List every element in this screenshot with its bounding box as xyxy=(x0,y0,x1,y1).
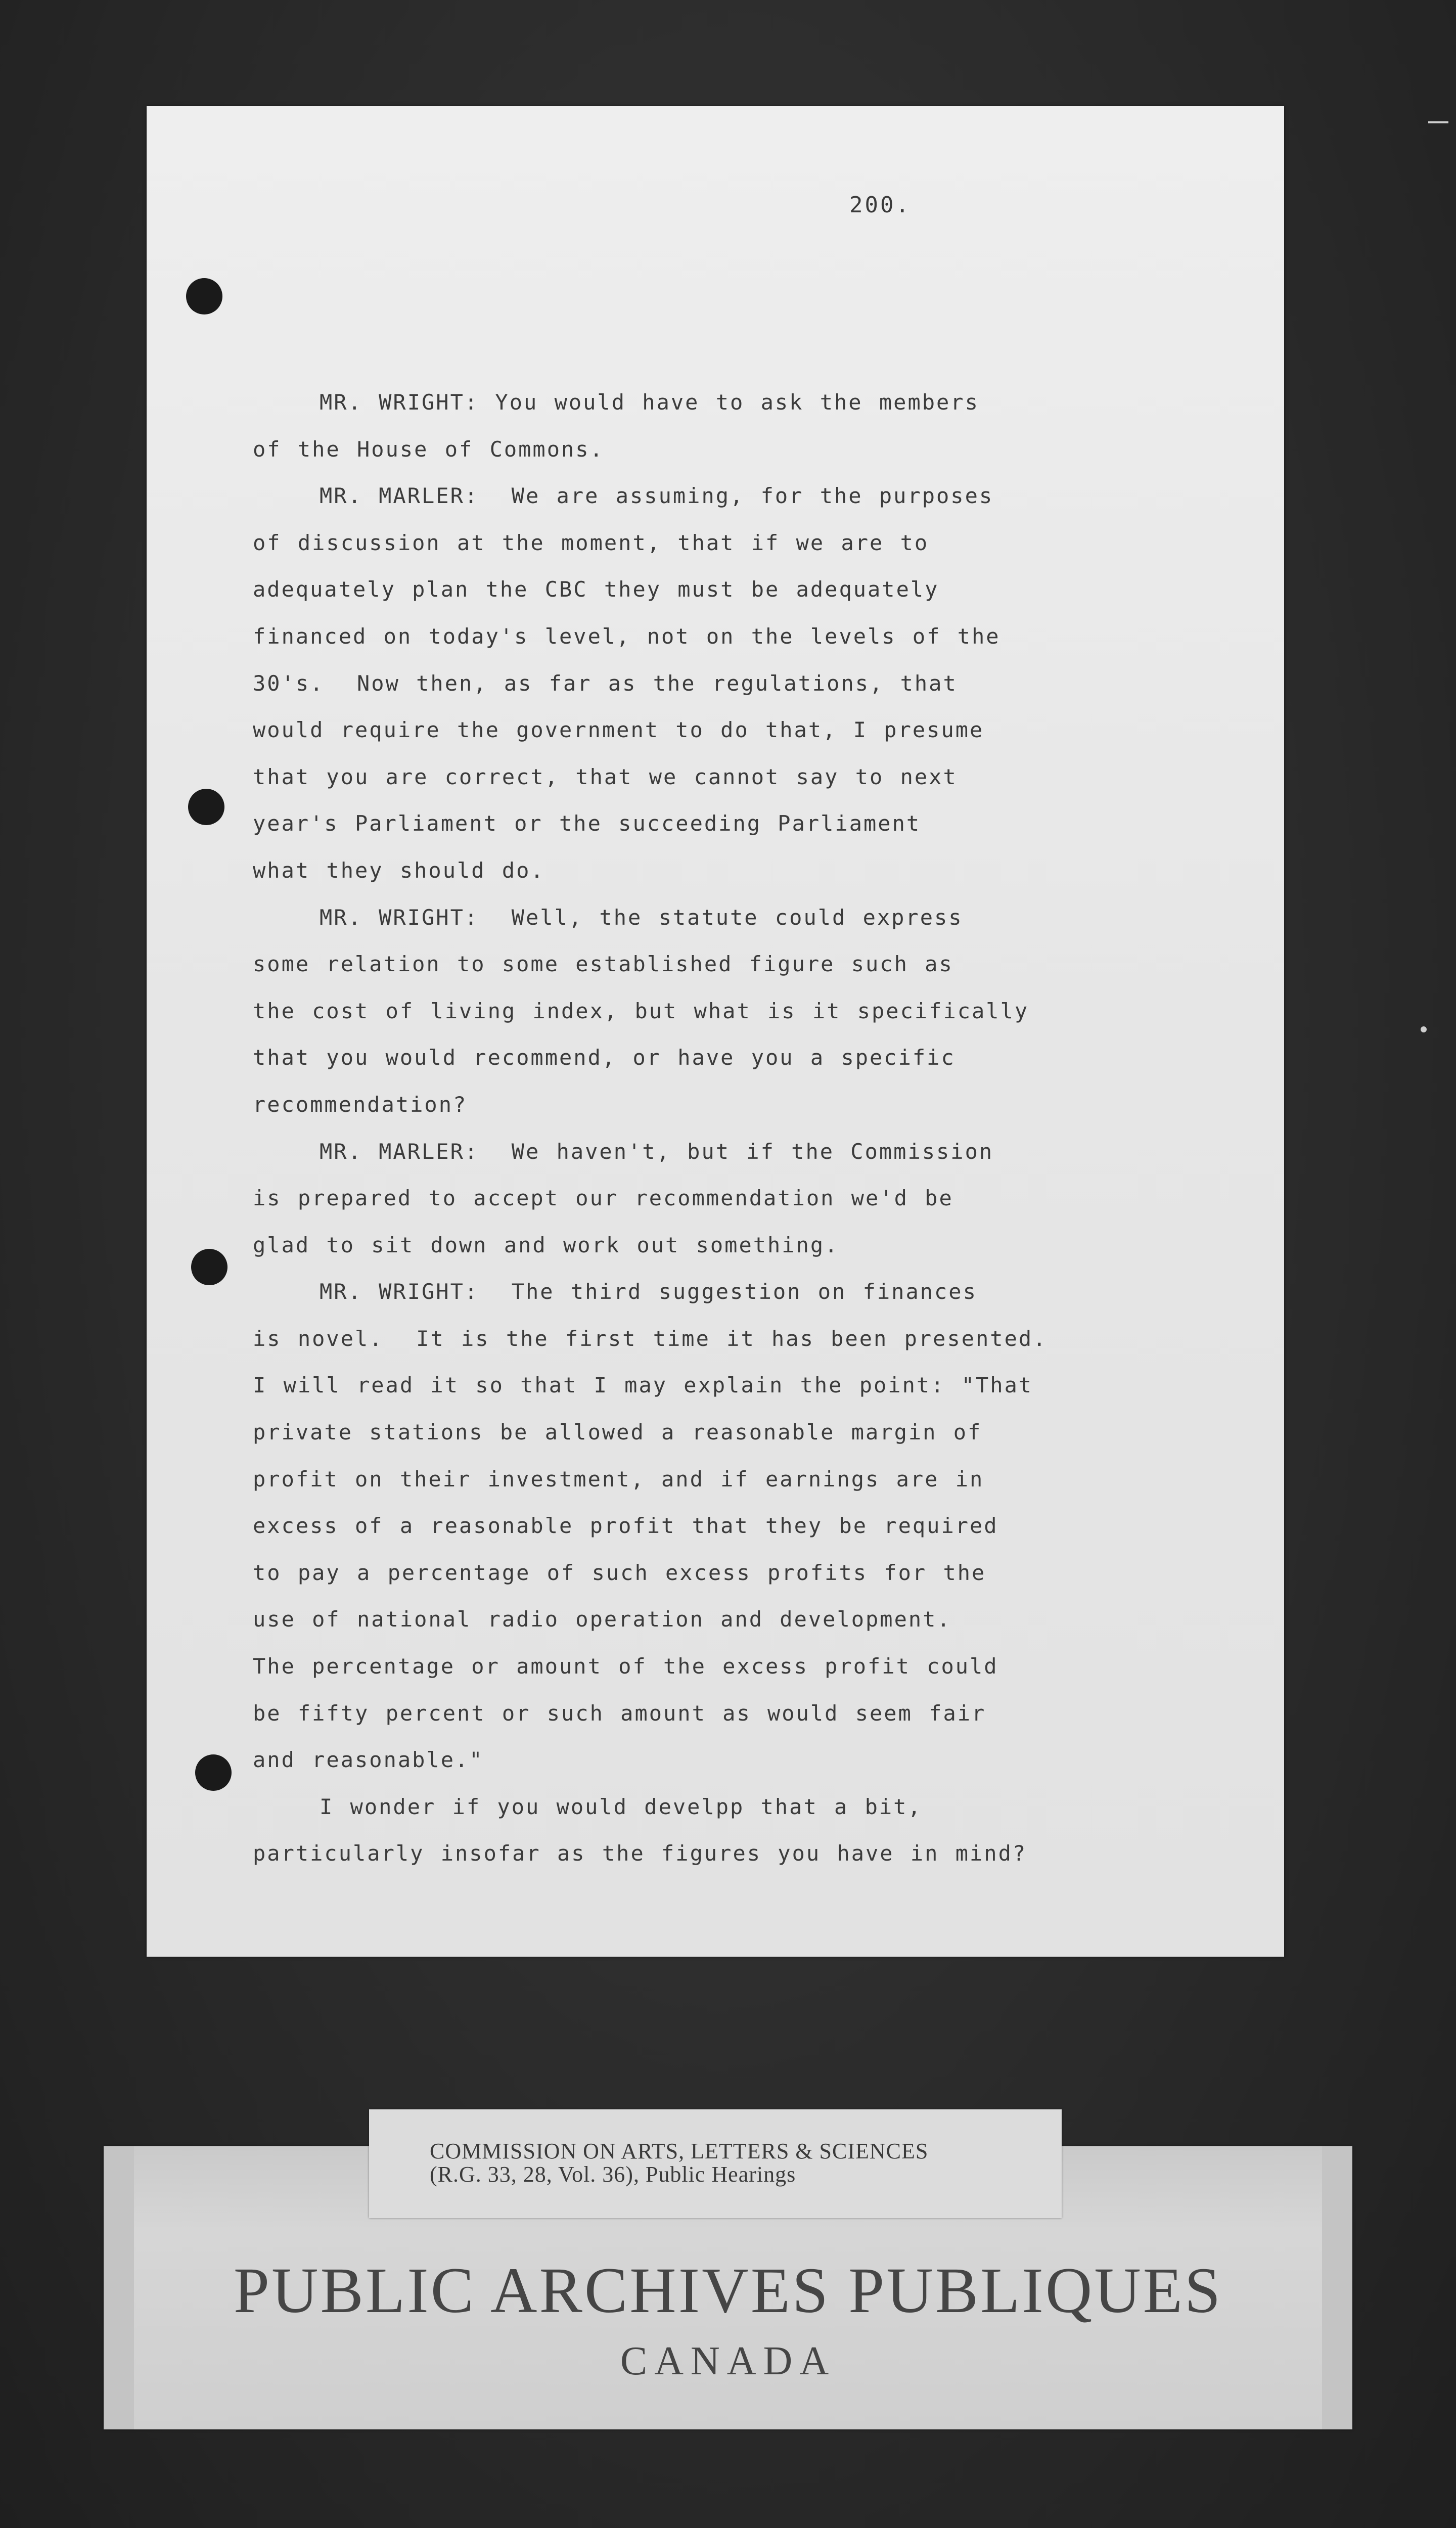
typescript-line: be fifty percent or such amount as would seem fair xyxy=(253,1700,986,1726)
typescript-line: profit on their investment, and if earnings are in xyxy=(253,1466,984,1492)
typescript-line: of discussion at the moment, that if we are to xyxy=(253,530,929,555)
punch-hole-3 xyxy=(191,1249,228,1285)
typescript-line: some relation to some established figure such as xyxy=(253,952,953,977)
typescript-line: and reasonable." xyxy=(253,1747,484,1773)
typescript-line: that you would recommend, or have you a specific xyxy=(253,1045,956,1070)
speck xyxy=(1421,1026,1427,1032)
typescript-body xyxy=(253,379,1163,1877)
typescript-line: is novel. It is the first time it has been presented. xyxy=(253,1326,1048,1351)
typescript-line: particularly insofar as the figures you have in mind? xyxy=(253,1841,1027,1866)
typescript-line: is prepared to accept our recommendation we'd be xyxy=(253,1186,953,1211)
collection-label-line2: (R.G. 33, 28, Vol. 36), Public Hearings xyxy=(430,2162,796,2187)
punch-hole-4 xyxy=(195,1754,232,1791)
typescript-line: MR. WRIGHT: You would have to ask the members xyxy=(320,390,979,415)
typescript-line: 30's. Now then, as far as the regulations, that xyxy=(253,670,958,696)
typescript-line: recommendation? xyxy=(253,1092,468,1117)
typescript-line: MR. WRIGHT: The third suggestion on finances xyxy=(320,1279,977,1304)
typescript-line: would require the government to do that, I presume xyxy=(253,717,984,743)
collection-label xyxy=(369,2109,1062,2218)
typescript-line: MR. MARLER: We are assuming, for the purposes xyxy=(320,483,994,509)
punch-hole-2 xyxy=(188,789,224,825)
speck xyxy=(1428,121,1448,123)
collection-label-text xyxy=(430,2140,928,2186)
typescript-line: MR. WRIGHT: Well, the statute could express xyxy=(320,905,963,930)
typescript-line: excess of a reasonable profit that they be required xyxy=(253,1513,998,1539)
typescript-line: The percentage or amount of the excess profit could xyxy=(253,1654,998,1679)
archives-subtitle: CANADA xyxy=(620,2339,836,2383)
typescript-line: use of national radio operation and development. xyxy=(253,1607,951,1632)
page-number: 200. xyxy=(849,192,911,218)
typescript-line: adequately plan the CBC they must be adequately xyxy=(253,577,939,602)
collection-label-line1: COMMISSION ON ARTS, LETTERS & SCIENCES xyxy=(430,2139,929,2163)
typescript-line: private stations be allowed a reasonable margin of xyxy=(253,1420,982,1445)
typescript-line: to pay a percentage of such excess profits for the xyxy=(253,1560,986,1585)
typescript-line: the cost of living index, but what is it specifically xyxy=(253,998,1029,1023)
typescript-line: what they should do. xyxy=(253,857,545,883)
typescript-line: that you are correct, that we cannot say to next xyxy=(253,764,958,789)
typescript-line: financed on today's level, not on the levels of the xyxy=(253,623,1000,649)
typescript-line: glad to sit down and work out something. xyxy=(253,1232,839,1257)
typescript-line: I will read it so that I may explain the point: "That xyxy=(253,1373,1033,1398)
punch-hole-1 xyxy=(186,278,222,314)
typescript-line: I wonder if you would develpp that a bit, xyxy=(320,1794,922,1819)
typescript-line: year's Parliament or the succeeding Parliament xyxy=(253,811,921,836)
archives-title: PUBLIC ARCHIVES PUBLIQUES xyxy=(233,2254,1223,2326)
typescript-line: MR. MARLER: We haven't, but if the Commission xyxy=(320,1139,994,1164)
typescript-line: of the House of Commons. xyxy=(253,436,604,462)
